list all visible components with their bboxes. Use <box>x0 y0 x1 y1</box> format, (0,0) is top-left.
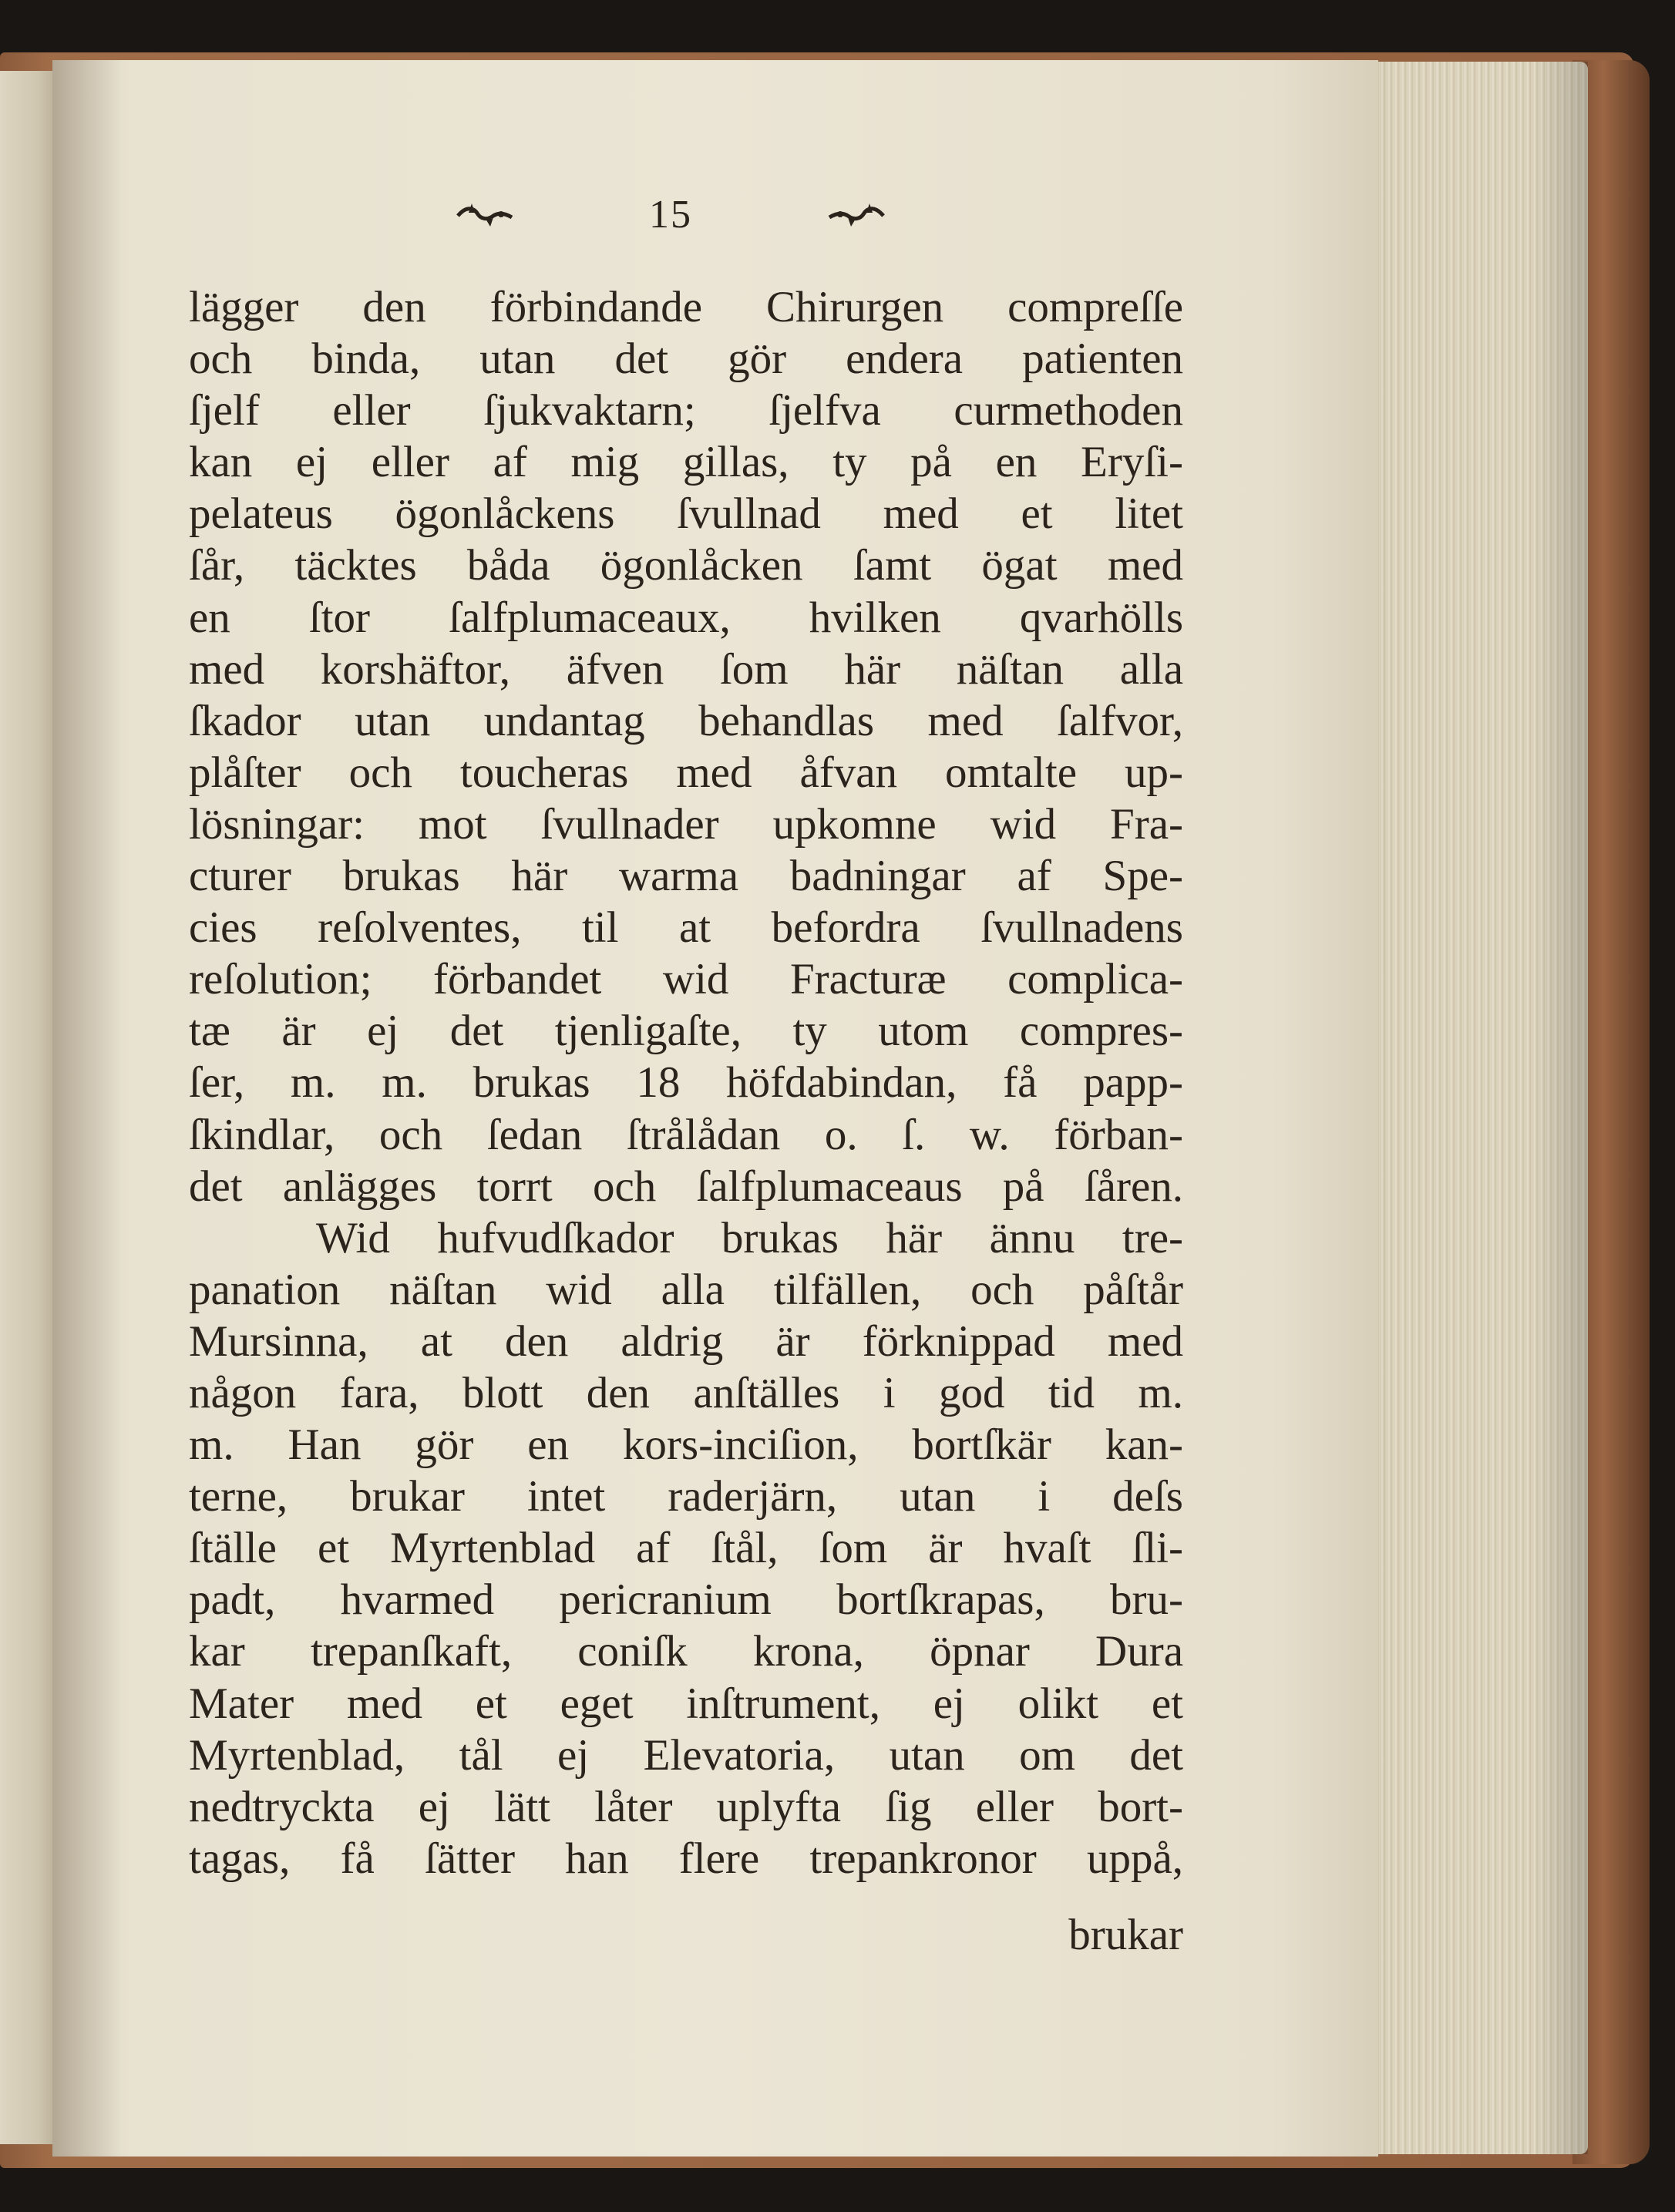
text-line: terne, brukar intet raderjärn, utan i deſs <box>189 1472 1183 1521</box>
text-line: och binda, utan det gör endera patienten <box>189 334 1183 384</box>
text-line: Myrtenblad, tål ej Elevatoria, utan om det <box>189 1730 1183 1780</box>
text-line: Mater med et eget inſtrument, ej olikt et <box>189 1679 1183 1728</box>
text-line: ſkador utan undantag behandlas med ſalfvor, <box>189 696 1183 745</box>
gutter-shadow <box>52 60 122 2157</box>
text-line: cturer brukas här warma badningar af Spe- <box>189 852 1183 901</box>
text-line: kar trepanſkaft, coniſk krona, öpnar Dura <box>189 1627 1183 1676</box>
text-line: ſjelf eller ſjukvaktarn; ſjelfva curmethoden <box>189 386 1183 435</box>
right-fleuron-icon <box>826 199 886 230</box>
text-line: ſtälle et Myrtenblad af ſtål, ſom är hvaſt ſli- <box>189 1524 1183 1573</box>
text-line: med korshäftor, äfven ſom här näſtan alla <box>189 644 1183 694</box>
text-line: m. Han gör en kors-inciſion, bortſkär kan- <box>189 1420 1183 1470</box>
text-line: reſolution; förbandet wid Fracturæ complica- <box>189 955 1183 1004</box>
text-line: tæ är ej det tjenligaſte, ty utom compres- <box>189 1007 1183 1056</box>
text-line: en ſtor ſalfplumaceaux, hvilken qvarhölls <box>189 593 1183 642</box>
body-text <box>189 281 1183 1884</box>
text-line: padt, hvarmed pericranium bortſkrapas, bru- <box>189 1575 1183 1625</box>
text-line: någon fara, blott den anſtälles i god tid m. <box>189 1368 1183 1417</box>
text-line: cies reſolventes, til at befordra ſvullnadens <box>189 903 1183 953</box>
text-line: det anlägges torrt och ſalfplumaceaus på ſåren. <box>189 1161 1183 1211</box>
left-fleuron-icon <box>455 199 515 230</box>
text-line: lägger den förbindande Chirurgen compreſſe <box>189 283 1183 331</box>
page-number: 15 <box>649 192 692 237</box>
text-line: ſer, m. m. brukas 18 höfdabindan, få papp- <box>189 1058 1183 1108</box>
facing-page-edge <box>0 71 54 2144</box>
text-line: ſkindlar, och ſedan ſtrålådan o. ſ. w. förban- <box>189 1110 1183 1159</box>
text-line: plåſter och toucheras med åfvan omtalte up- <box>189 748 1183 797</box>
text-line: pelateus ögonlåckens ſvullnad med et litet <box>189 489 1183 539</box>
text-line: Wid hufvudſkador brukas här ännu tre- <box>316 1213 1183 1262</box>
text-line: kan ej eller af mig gillas, ty på en Eryſi- <box>189 438 1183 487</box>
text-line: tagas, få ſätter han flere trepankronor uppå, <box>189 1834 1183 1883</box>
text-line: lösningar: mot ſvullnader upkomne wid Fra- <box>189 799 1183 849</box>
text-line: panation näſtan wid alla tilfällen, och påſtår <box>189 1265 1183 1314</box>
text-line: nedtryckta ej lätt låter uplyfta ſig eller bort- <box>189 1782 1183 1831</box>
text-line: ſår, täcktes båda ögonlåcken ſamt ögat med <box>189 541 1183 590</box>
running-header <box>455 183 886 245</box>
catchword: brukar <box>1068 1911 1183 1959</box>
text-line: Mursinna, at den aldrig är förknippad med <box>189 1316 1183 1366</box>
